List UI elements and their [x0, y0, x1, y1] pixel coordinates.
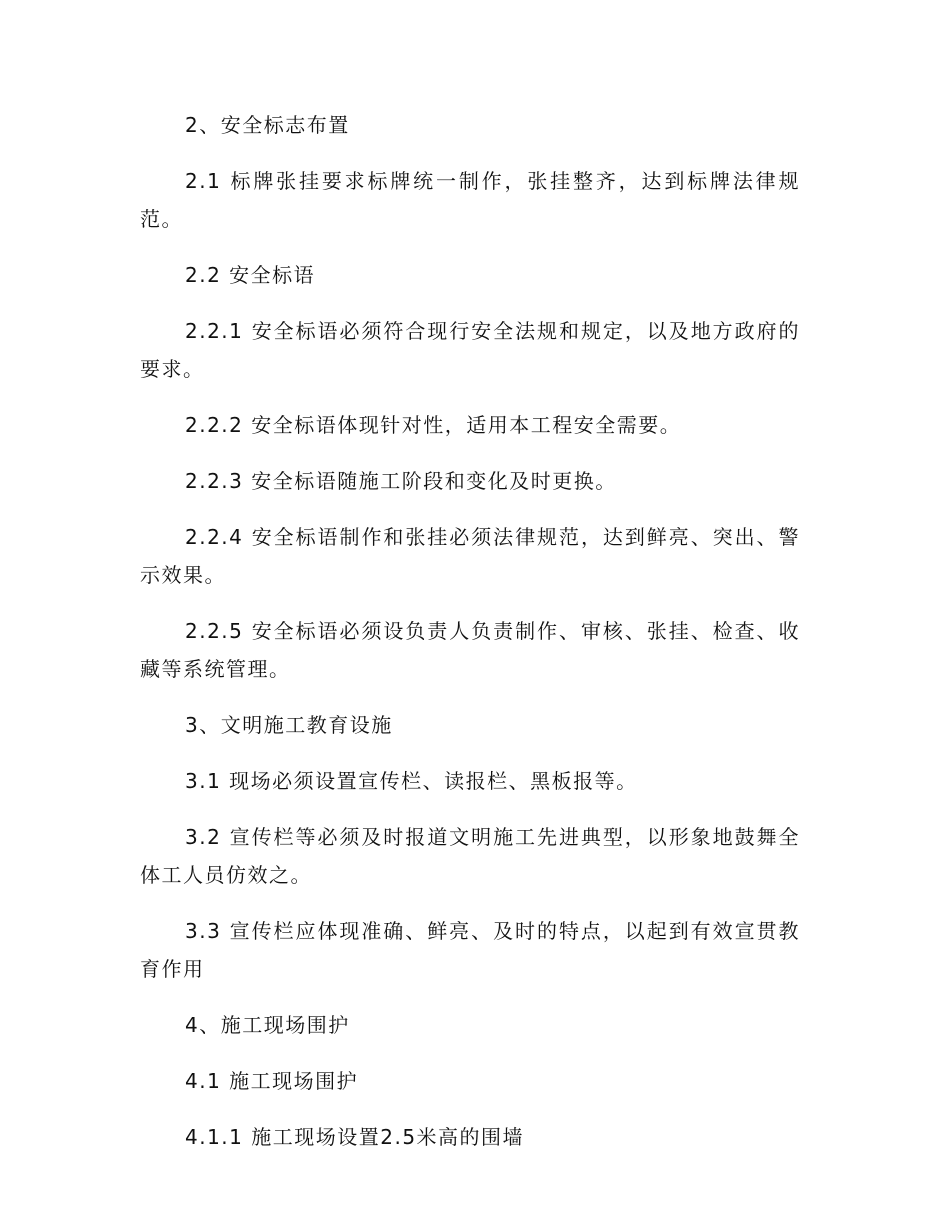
- subsection-heading: 2.2 安全标语: [185, 263, 316, 287]
- paragraph: 3.1 现场必须设置宣传栏、读报栏、黑板报等。: [185, 769, 638, 793]
- subsection-heading: 4.1 施工现场围护: [185, 1069, 359, 1093]
- section-heading: 3、文明施工教育设施: [185, 713, 393, 737]
- document-body: [140, 106, 800, 1174]
- paragraph: 3.3 宣传栏应体现准确、鲜亮、及时的特点，以起到有效宣贯教育作用: [140, 919, 800, 981]
- section-heading: 4、施工现场围护: [185, 1013, 350, 1037]
- paragraph: 2.2.2 安全标语体现针对性，适用本工程安全需要。: [185, 413, 682, 437]
- paragraph: 2.2.4 安全标语制作和张挂必须法律规范，达到鲜亮、突出、警示效果。: [140, 525, 800, 587]
- paragraph: 3.2 宣传栏等必须及时报道文明施工先进典型，以形象地鼓舞全体工人员仿效之。: [140, 825, 800, 887]
- paragraph: 4.1.1 施工现场设置2.5米高的围墙: [185, 1125, 525, 1149]
- paragraph: 2.2.5 安全标语必须设负责人负责制作、审核、张挂、检查、收藏等系统管理。: [140, 619, 800, 681]
- paragraph: 2.2.1 安全标语必须符合现行安全法规和规定，以及地方政府的要求。: [140, 319, 800, 381]
- section-heading: 2、安全标志布置: [185, 113, 350, 137]
- paragraph: 2.1 标牌张挂要求标牌统一制作，张挂整齐，达到标牌法律规范。: [140, 169, 800, 231]
- paragraph: 2.2.3 安全标语随施工阶段和变化及时更换。: [185, 469, 617, 493]
